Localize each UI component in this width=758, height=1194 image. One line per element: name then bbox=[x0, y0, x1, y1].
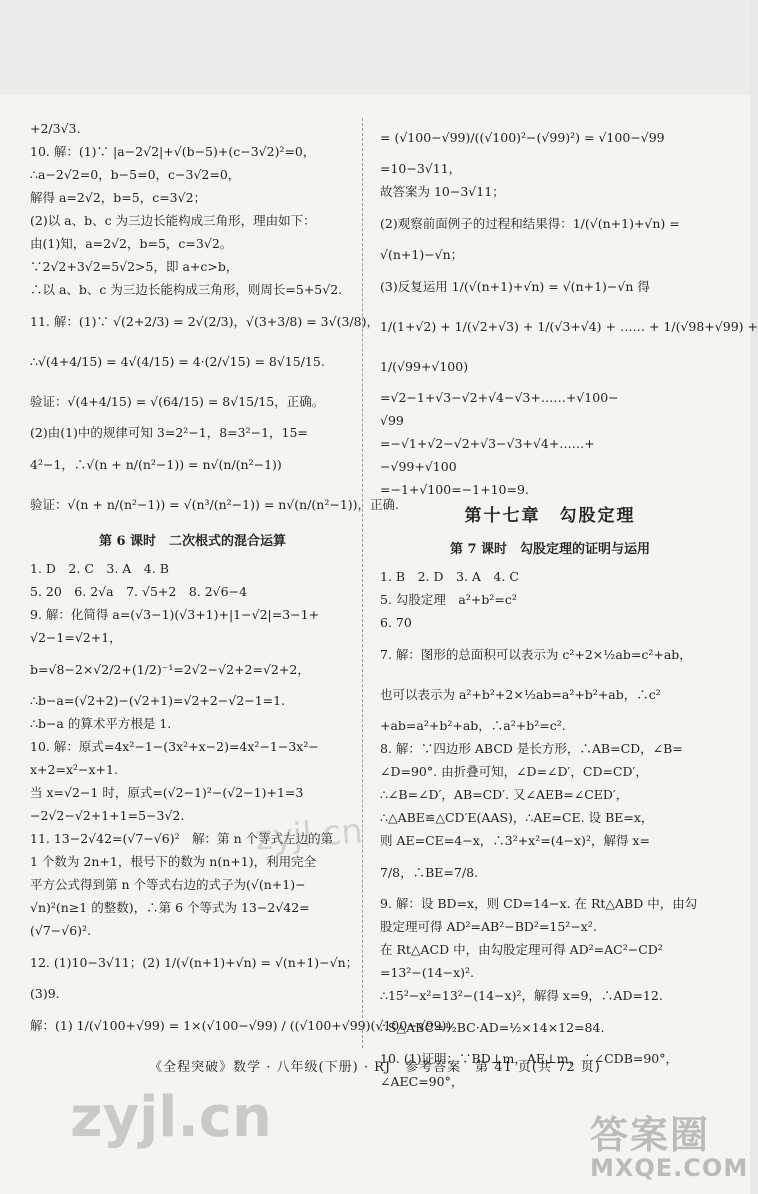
answer-line: ∴S△ABC=½BC·AD=½×14×12=84. bbox=[380, 1019, 605, 1035]
answer-line: 则 AE=CE=4−x，∴3²+x²=(4−x)²，解得 x= bbox=[380, 833, 650, 848]
section-title: 第 7 课时 勾股定理的证明与运用 bbox=[449, 542, 651, 557]
answer-line: ∴b−a=(√2+2)−(√2+1)=√2+2−√2−1=1. bbox=[30, 693, 286, 708]
answer-line: 平方公式得到第 n 个等式右边的式子为(√(n+1)− bbox=[30, 877, 306, 892]
answer-line: ∴△ABE≌△CD′E(AAS)，∴AE=CE. 设 BE=x， bbox=[380, 810, 654, 825]
answer-line: = (√100−√99)/((√100)²−(√99)²) = √100−√99 bbox=[380, 129, 665, 145]
answer-line: 5. 勾股定理 a²+b²=c² bbox=[380, 592, 517, 607]
answer-line: 故答案为 10−3√11； bbox=[380, 184, 505, 199]
answer-line: +ab=a²+b²+ab，∴a²+b²=c². bbox=[380, 718, 566, 733]
column-divider bbox=[362, 118, 363, 1048]
answer-line: =−1+√100=−1+10=9. bbox=[380, 482, 529, 497]
answer-line: ∠D=90°. 由折叠可知，∠D=∠D′，CD=CD′， bbox=[380, 764, 648, 779]
answer-line: (2)由(1)中的规律可知 3=2²−1，8=3²−1，15= bbox=[30, 425, 308, 440]
answer-line: ∴∠B=∠D′，AB=CD′. 又∠AEB=∠CED′， bbox=[380, 787, 629, 802]
answer-line: =10−3√11， bbox=[380, 161, 462, 176]
section-title: 第 6 课时 二次根式的混合运算 bbox=[98, 534, 287, 549]
answer-line: 9. 解：化简得 a=(√3−1)(√3+1)+|1−√2|=3−1+ bbox=[30, 607, 320, 622]
answer-line: (3)9. bbox=[30, 986, 60, 1001]
answer-line: 8. 解：∵四边形 ABCD 是长方形，∴AB=CD，∠B= bbox=[380, 741, 683, 756]
answer-line: 10. 解：(1)∵ |a−2√2|+√(b−5)+(c−3√2)²=0， bbox=[30, 144, 316, 159]
watermark-top: zyjl.cn bbox=[253, 811, 365, 859]
answer-line: ∴a−2√2=0，b−5=0，c−3√2=0， bbox=[30, 167, 241, 182]
answer-line: 11. 解：(1)∵ √(2+2/3) = 2√(2/3)，√(3+3/8) = 3√(3/8)， bbox=[30, 313, 379, 329]
answer-line: 7/8，∴BE=7/8. bbox=[380, 864, 478, 880]
answer-line: ∴b−a 的算术平方根是 1. bbox=[30, 716, 172, 731]
watermark-bottom: zyjl.cn bbox=[70, 1085, 272, 1150]
answer-line: b=√8−2×√2/2+(1/2)⁻¹=2√2−√2+2=√2+2， bbox=[30, 661, 310, 677]
answer-line: (2)以 a、b、c 为三边长能构成三角形，理由如下： bbox=[30, 213, 316, 228]
answer-line: +2/3√3. bbox=[30, 121, 81, 136]
answer-line: 1/(√99+√100) bbox=[380, 358, 469, 374]
answer-line: 也可以表示为 a²+b²+2×½ab=a²+b²+ab，∴c² bbox=[380, 686, 661, 702]
answer-line: 1/(1+√2) + 1/(√2+√3) + 1/(√3+√4) + …… + 1/(√98+√99) + bbox=[380, 318, 758, 334]
answer-line: 验证：√(4+4/15) = √(64/15) = 8√15/15，正确。 bbox=[30, 393, 325, 409]
answer-line: 9. 解：设 BD=x，则 CD=14−x. 在 Rt△ABD 中，由勾 bbox=[380, 896, 698, 911]
answer-line: 4²−1，∴√(n + n/(n²−1)) = n√(n/(n²−1)) bbox=[30, 456, 282, 472]
answer-line: √99 bbox=[380, 413, 404, 428]
answer-line: 12. (1)10−3√11；(2) 1/(√(n+1)+√n) = √(n+1)−√n； bbox=[30, 954, 359, 970]
answer-line: 6. 70 bbox=[380, 615, 412, 630]
answer-line: 1. B 2. D 3. A 4. C bbox=[380, 569, 519, 584]
answer-line: 11. 13−2√42=(√7−√6)² 解：第 n 个等式左边的第 bbox=[30, 831, 334, 846]
answer-line: ∴15²−x²=13²−(14−x)²，解得 x=9，∴AD=12. bbox=[380, 988, 663, 1003]
answer-line: −√99+√100 bbox=[380, 459, 457, 474]
answer-line: 在 Rt△ACD 中，由勾股定理可得 AD²=AC²−CD² bbox=[380, 942, 663, 957]
answer-line: 5. 20 6. 2√a 7. √5+2 8. 2√6−4 bbox=[30, 584, 248, 599]
answer-line: 验证：√(n + n/(n²−1)) = √(n³/(n²−1)) = n√(n/(n²−1))，正确. bbox=[30, 496, 400, 512]
answer-line: 1 个数为 2n+1，根号下的数为 n(n+1)，利用完全 bbox=[30, 854, 317, 869]
answer-line: 解得 a=2√2，b=5，c=3√2； bbox=[30, 190, 207, 205]
answer-line: 股定理可得 AD²=AB²−BD²=15²−x². bbox=[380, 919, 597, 934]
answer-line: (2)观察前面例子的过程和结果得：1/(√(n+1)+√n) = bbox=[380, 215, 680, 231]
site-logo bbox=[590, 1113, 749, 1185]
answer-line: =√2−1+√3−√2+√4−√3+……+√100− bbox=[380, 390, 619, 405]
chapter-title: 第十七章 勾股定理 bbox=[464, 506, 636, 526]
answer-line: √(n+1)−√n； bbox=[380, 247, 464, 262]
answer-line: 当 x=√2−1 时，原式=(√2−1)²−(√2−1)+1=3 bbox=[30, 785, 304, 800]
answer-line: 由(1)知，a=2√2，b=5，c=3√2。 bbox=[30, 236, 233, 251]
answer-line: 1. D 2. C 3. A 4. B bbox=[30, 561, 169, 576]
top-shadow bbox=[0, 0, 750, 95]
answer-line: √n)²(n≥1 的整数)，∴第 6 个等式为 13−2√42= bbox=[30, 900, 310, 915]
answer-line: (√7−√6)². bbox=[30, 923, 92, 938]
answer-line: −2√2−√2+1+1=5−3√2. bbox=[30, 808, 185, 823]
answer-line: ∠AEC=90°， bbox=[380, 1074, 464, 1089]
answer-line: ∵2√2+3√2=5√2>5，即 a+c>b， bbox=[30, 259, 239, 274]
logo-domain: MXQE.COM bbox=[590, 1154, 749, 1182]
answer-line: x+2=x²−x+1. bbox=[30, 762, 118, 777]
answer-line: √2−1=√2+1， bbox=[30, 630, 122, 645]
answer-line: 7. 解：图形的总面积可以表示为 c²+2×½ab=c²+ab， bbox=[380, 646, 692, 662]
right-column bbox=[380, 120, 758, 1090]
answer-line: ∴√(4+4/15) = 4√(4/15) = 4·(2/√15) = 8√15/15. bbox=[30, 353, 325, 369]
answer-line: (3)反复运用 1/(√(n+1)+√n) = √(n+1)−√n 得 bbox=[380, 278, 650, 294]
answer-line: ∴以 a、b、c 为三边长能构成三角形，则周长=5+5√2. bbox=[30, 282, 343, 297]
answer-line: 10. (1)证明：∵BD⊥m，AE⊥m，∴∠CDB=90°， bbox=[380, 1051, 679, 1066]
answer-line: 解：(1) 1/(√100+√99) = 1×(√100−√99) / ((√100+√99)(√100−√99)) bbox=[30, 1017, 452, 1033]
answer-line: =13²−(14−x)². bbox=[380, 965, 475, 980]
answer-line: =−√1+√2−√2+√3−√3+√4+……+ bbox=[380, 436, 595, 451]
answer-line: 10. 解：原式=4x²−1−(3x²+x−2)=4x²−1−3x²− bbox=[30, 739, 319, 754]
logo-title: 答案圈 bbox=[590, 1113, 711, 1157]
page-footer: 《全程突破》数学 · 八年级(下册) · RJ 参考答案 第 41 页(共 72 页) bbox=[149, 1060, 601, 1075]
